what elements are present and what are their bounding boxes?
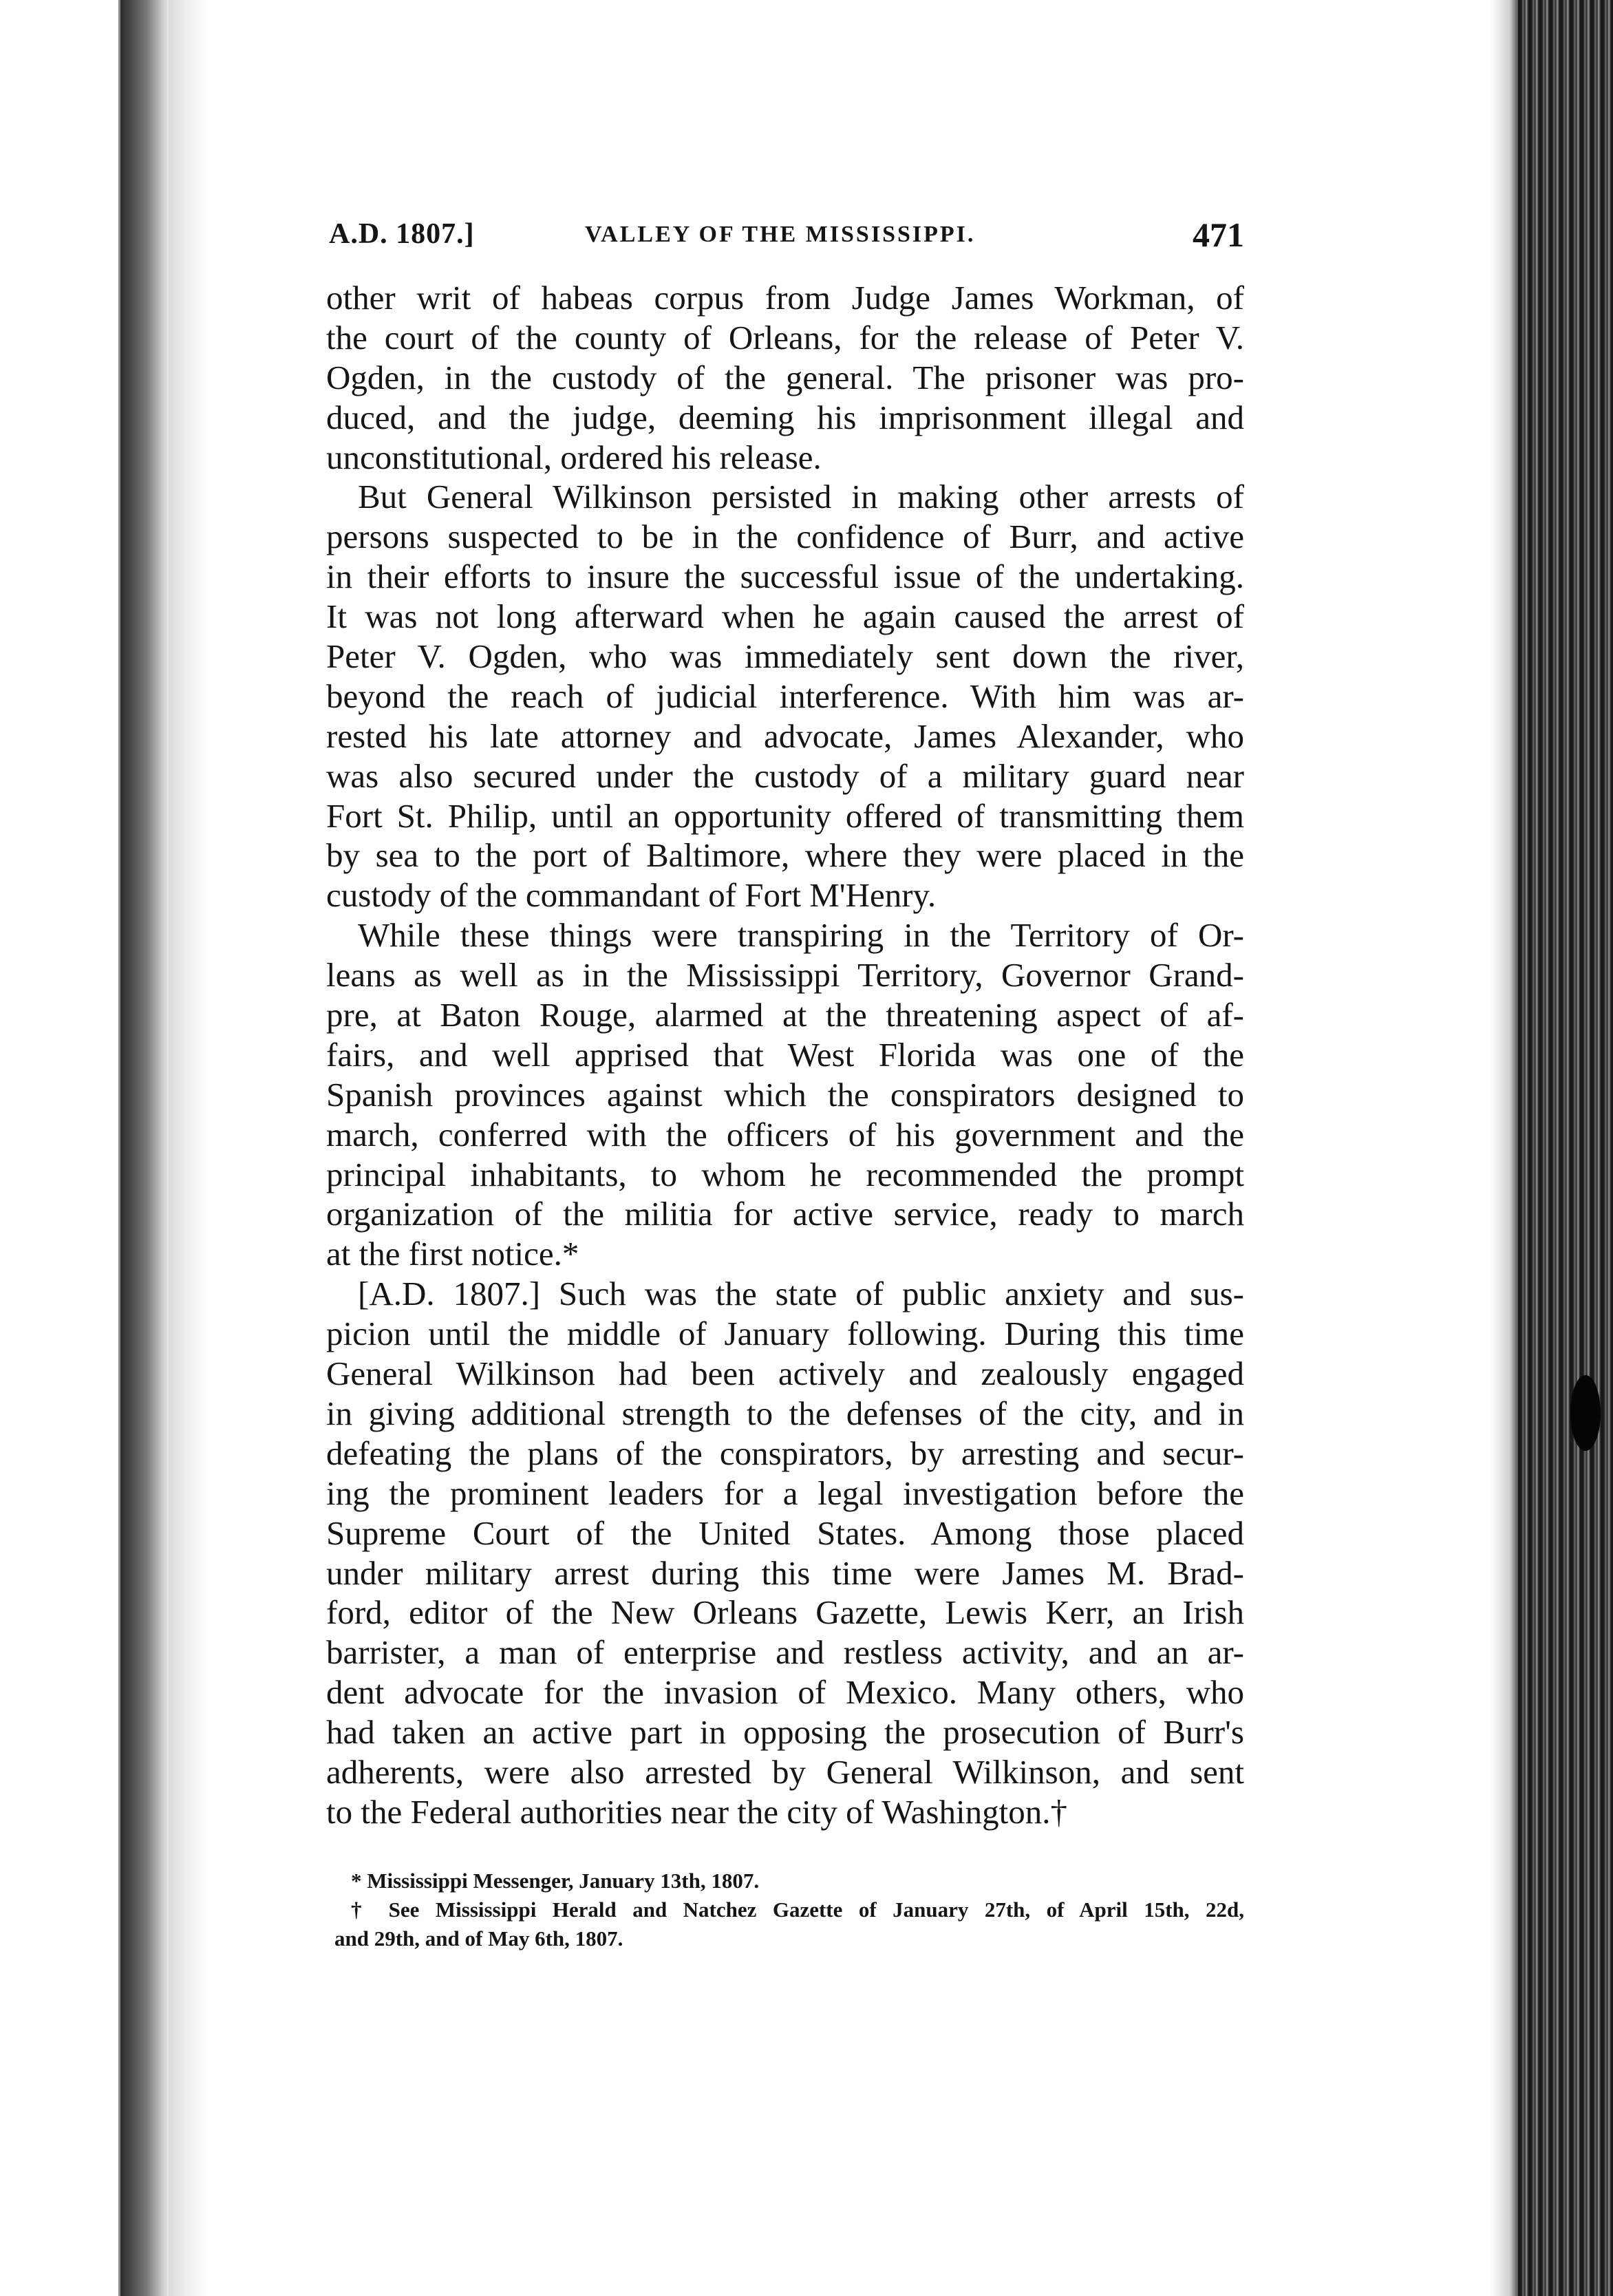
text-line: had taken an active part in opposing the prosecution of Burr's — [326, 1713, 1244, 1752]
text-line: Spanish provinces against which the conspirators designed to — [326, 1075, 1244, 1114]
text-line: principal inhabitants, to whom he recommended the prompt — [326, 1155, 1244, 1193]
text-line: barrister, a man of enterprise and restless activity, and an ar- — [326, 1633, 1244, 1672]
text-line: persons suspected to be in the confidence of Burr, and active — [326, 518, 1244, 556]
text-line: duced, and the judge, deeming his imprisonment illegal and — [326, 398, 1244, 436]
footnote: † See Mississippi Herald and Natchez Gazette of January 27th, of April 15th, 22d, — [351, 1898, 1244, 1922]
text-line: in giving additional strength to the defenses of the city, and in — [326, 1394, 1244, 1432]
text-line: to the Federal authorities near the city of Washington.† — [326, 1792, 1067, 1831]
text-line: unconstitutional, ordered his release. — [326, 438, 822, 476]
text-line: by sea to the port of Baltimore, where they were placed in the — [326, 836, 1244, 875]
text-line: While these things were transpiring in the Territory of Or- — [358, 916, 1244, 955]
footnote: and 29th, and of May 6th, 1807. — [334, 1926, 623, 1950]
text-line: other writ of habeas corpus from Judge James Workman, of — [326, 279, 1244, 317]
text-line: in their efforts to insure the successful issue of the undertaking. — [326, 557, 1244, 596]
text-line: Peter V. Ogden, who was immediately sent down the river, — [326, 637, 1244, 676]
text-line: leans as well as in the Mississippi Territory, Governor Grand- — [326, 956, 1244, 995]
text-line: pre, at Baton Rouge, alarmed at the threatening aspect of af- — [326, 996, 1244, 1034]
text-line: beyond the reach of judicial interference. With him was ar- — [326, 677, 1244, 715]
scan-left-margin — [0, 0, 120, 2296]
text-line: ing the prominent leaders for a legal investigation before the — [326, 1474, 1244, 1512]
text-line: defeating the plans of the conspirators, by arresting and secur- — [326, 1434, 1244, 1472]
text-line: Supreme Court of the United States. Among those placed — [326, 1513, 1244, 1552]
text-line: But General Wilkinson persisted in making other arrests of — [358, 478, 1244, 516]
text-line: was also secured under the custody of a military guard near — [326, 756, 1244, 795]
header-date: A.D. 1807.] — [329, 218, 475, 250]
footnote: * Mississippi Messenger, January 13th, 1807. — [351, 1869, 760, 1893]
page-curl-shadow — [169, 0, 210, 2296]
text-line: custody of the commandant of Fort M'Henry. — [326, 876, 937, 915]
text-line: fairs, and well apprised that West Florida was one of the — [326, 1035, 1244, 1074]
body-text — [326, 278, 1244, 1832]
text-line: It was not long afterward when he again caused the arrest of — [326, 597, 1244, 636]
header-title: VALLEY OF THE MISSISSIPPI. — [585, 222, 976, 247]
page-number: 471 — [1193, 215, 1244, 254]
right-page-fade — [1491, 0, 1518, 2296]
ink-blot — [1570, 1375, 1601, 1451]
text-line: march, conferred with the officers of his government and the — [326, 1115, 1244, 1154]
text-line: Ogden, in the custody of the general. The prisoner was pro- — [326, 358, 1244, 396]
text-line: picion until the middle of January following. During this time — [326, 1315, 1244, 1353]
text-line: ford, editor of the New Orleans Gazette, Lewis Kerr, an Irish — [326, 1593, 1244, 1632]
text-line: organization of the militia for active service, ready to march — [326, 1195, 1244, 1233]
footnotes — [334, 1867, 1244, 1953]
text-line: Fort St. Philip, until an opportunity offered of transmitting them — [326, 796, 1244, 835]
text-line: [A.D. 1807.] Such was the state of public anxiety and sus- — [358, 1275, 1244, 1313]
text-line: rested his late attorney and advocate, James Alexander, who — [326, 716, 1244, 755]
text-line: under military arrest during this time were James M. Brad- — [326, 1553, 1244, 1592]
text-line: dent advocate for the invasion of Mexico. Many others, who — [326, 1673, 1244, 1712]
text-line: the court of the county of Orleans, for the release of Peter V. — [326, 318, 1244, 357]
book-gutter-shadow — [120, 0, 169, 2296]
text-line: General Wilkinson had been actively and zealously engaged — [326, 1354, 1244, 1393]
page-stack-edge — [1518, 0, 1613, 2296]
running-header — [329, 215, 1244, 256]
text-line: adherents, were also arrested by General Wilkinson, and sent — [326, 1752, 1244, 1791]
text-line: at the first notice.* — [326, 1235, 579, 1273]
